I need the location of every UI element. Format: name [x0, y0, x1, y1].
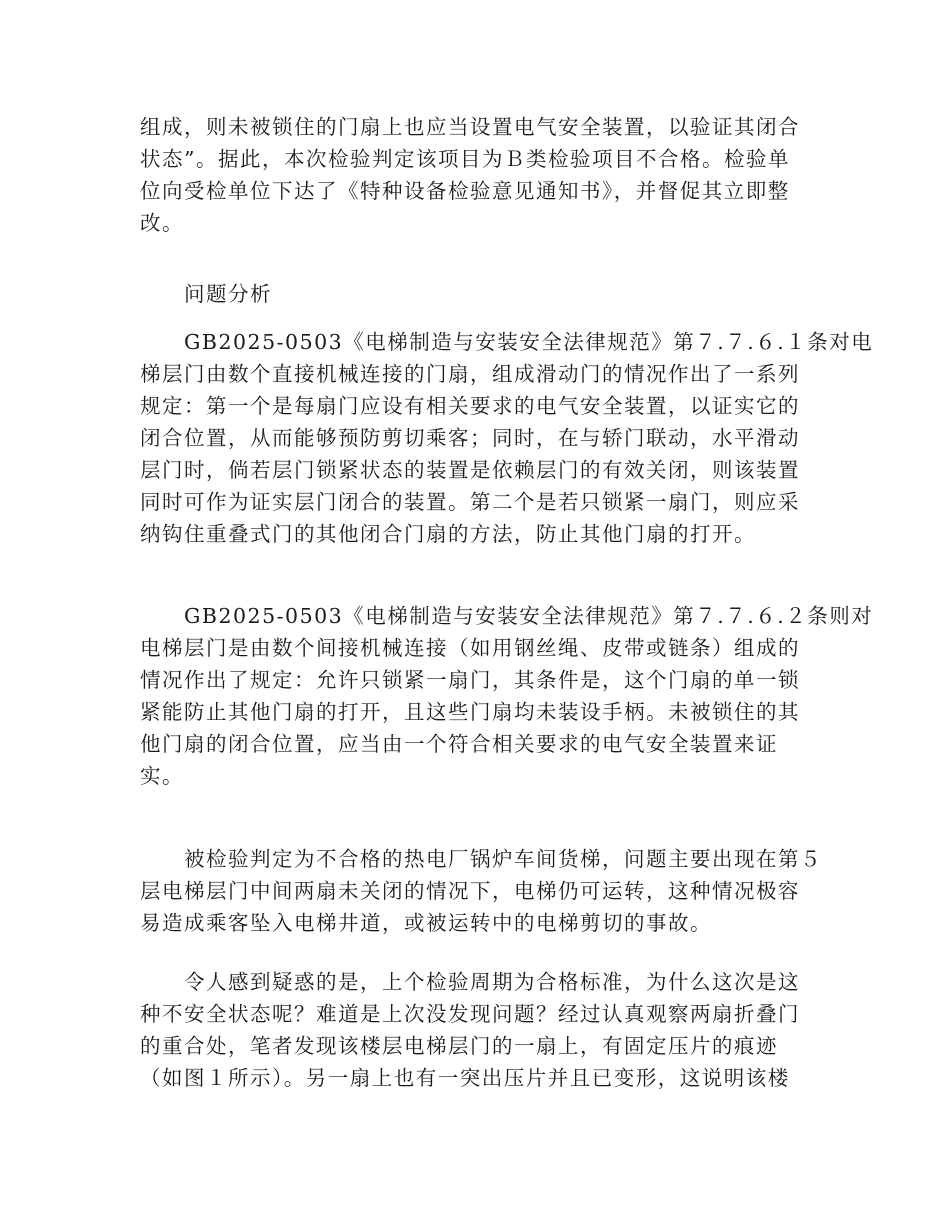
text-line: 位向受检单位下达了《特种设备检验意见通知书》，并督促其立即整: [140, 179, 790, 203]
section-heading: [140, 278, 812, 310]
text-line: 组成，则未被锁住的门扇上也应当设置电气安全装置，以验证其闭合: [140, 115, 800, 139]
text-line: 被检验判定为不合格的热电厂锅炉车间货梯，问题主要出现在第５: [140, 847, 822, 871]
paragraph-clause-7762: [140, 600, 874, 792]
heading-text: 问题分析: [140, 282, 272, 306]
text-line: 规定：第一个是每扇门应设有相关要求的电气安全装置，以证实它的: [140, 394, 800, 418]
text-line: 情况作出了规定：允许只锁紧一扇门，其条件是，这个门扇的单一锁: [140, 668, 800, 692]
text-line: 他门扇的闭合位置，应当由一个符合相关要求的电气安全装置来证: [140, 732, 778, 756]
text-line: GB2025-0503《电梯制造与安装安全法律规范》第７.７.６.１条对电: [140, 330, 874, 354]
text-line: （如图１所示）。另一扇上也有一突出压片并且已变形，这说明该楼: [140, 1066, 790, 1090]
paragraph-problem: [140, 843, 822, 939]
text-line: 令人感到疑惑的是，上个检验周期为合格标准，为什么这次是这: [140, 970, 800, 994]
text-line: 电梯层门是由数个间接机械连接（如用钢丝绳、皮带或链条）组成的: [140, 636, 800, 660]
text-line: 层门时，倘若层门锁紧状态的装置是依赖层门的有效关闭，则该装置: [140, 458, 800, 482]
text-line: 易造成乘客坠入电梯井道，或被运转中的电梯剪切的事故。: [140, 911, 712, 935]
text-line: 的重合处，笔者发现该楼层电梯层门的一扇上，有固定压片的痕迹: [140, 1034, 778, 1058]
text-line: 梯层门由数个直接机械连接的门扇，组成滑动门的情况作出了一系列: [140, 362, 800, 386]
text-line: 同时可作为证实层门闭合的装置。第二个是若只锁紧一扇门，则应采: [140, 490, 800, 514]
paragraph-clause-7761: [140, 326, 874, 550]
paragraph-conclusion: [140, 111, 812, 239]
text-line: 层电梯层门中间两扇未关闭的情况下，电梯仍可运转，这种情况极容: [140, 879, 800, 903]
text-line: 改。: [140, 211, 184, 235]
text-line: 闭合位置，从而能够预防剪切乘客；同时，在与轿门联动，水平滑动: [140, 426, 800, 450]
text-line: 纳钩住重叠式门的其他闭合门扇的方法，防止其他门扇的打开。: [140, 522, 756, 546]
text-line: 状态”。据此，本次检验判定该项目为Ｂ类检验项目不合格。检验单: [140, 147, 790, 171]
text-line: GB2025-0503《电梯制造与安装安全法律规范》第７.７.６.２条则对: [140, 604, 874, 628]
text-line: 实。: [140, 764, 184, 788]
text-line: 种不安全状态呢？难道是上次没发现问题？经过认真观察两扇折叠门: [140, 1002, 800, 1026]
text-line: 紧能防止其他门扇的打开，且这些门扇均未装设手柄。未被锁住的其: [140, 700, 800, 724]
paragraph-observation: [140, 966, 812, 1094]
